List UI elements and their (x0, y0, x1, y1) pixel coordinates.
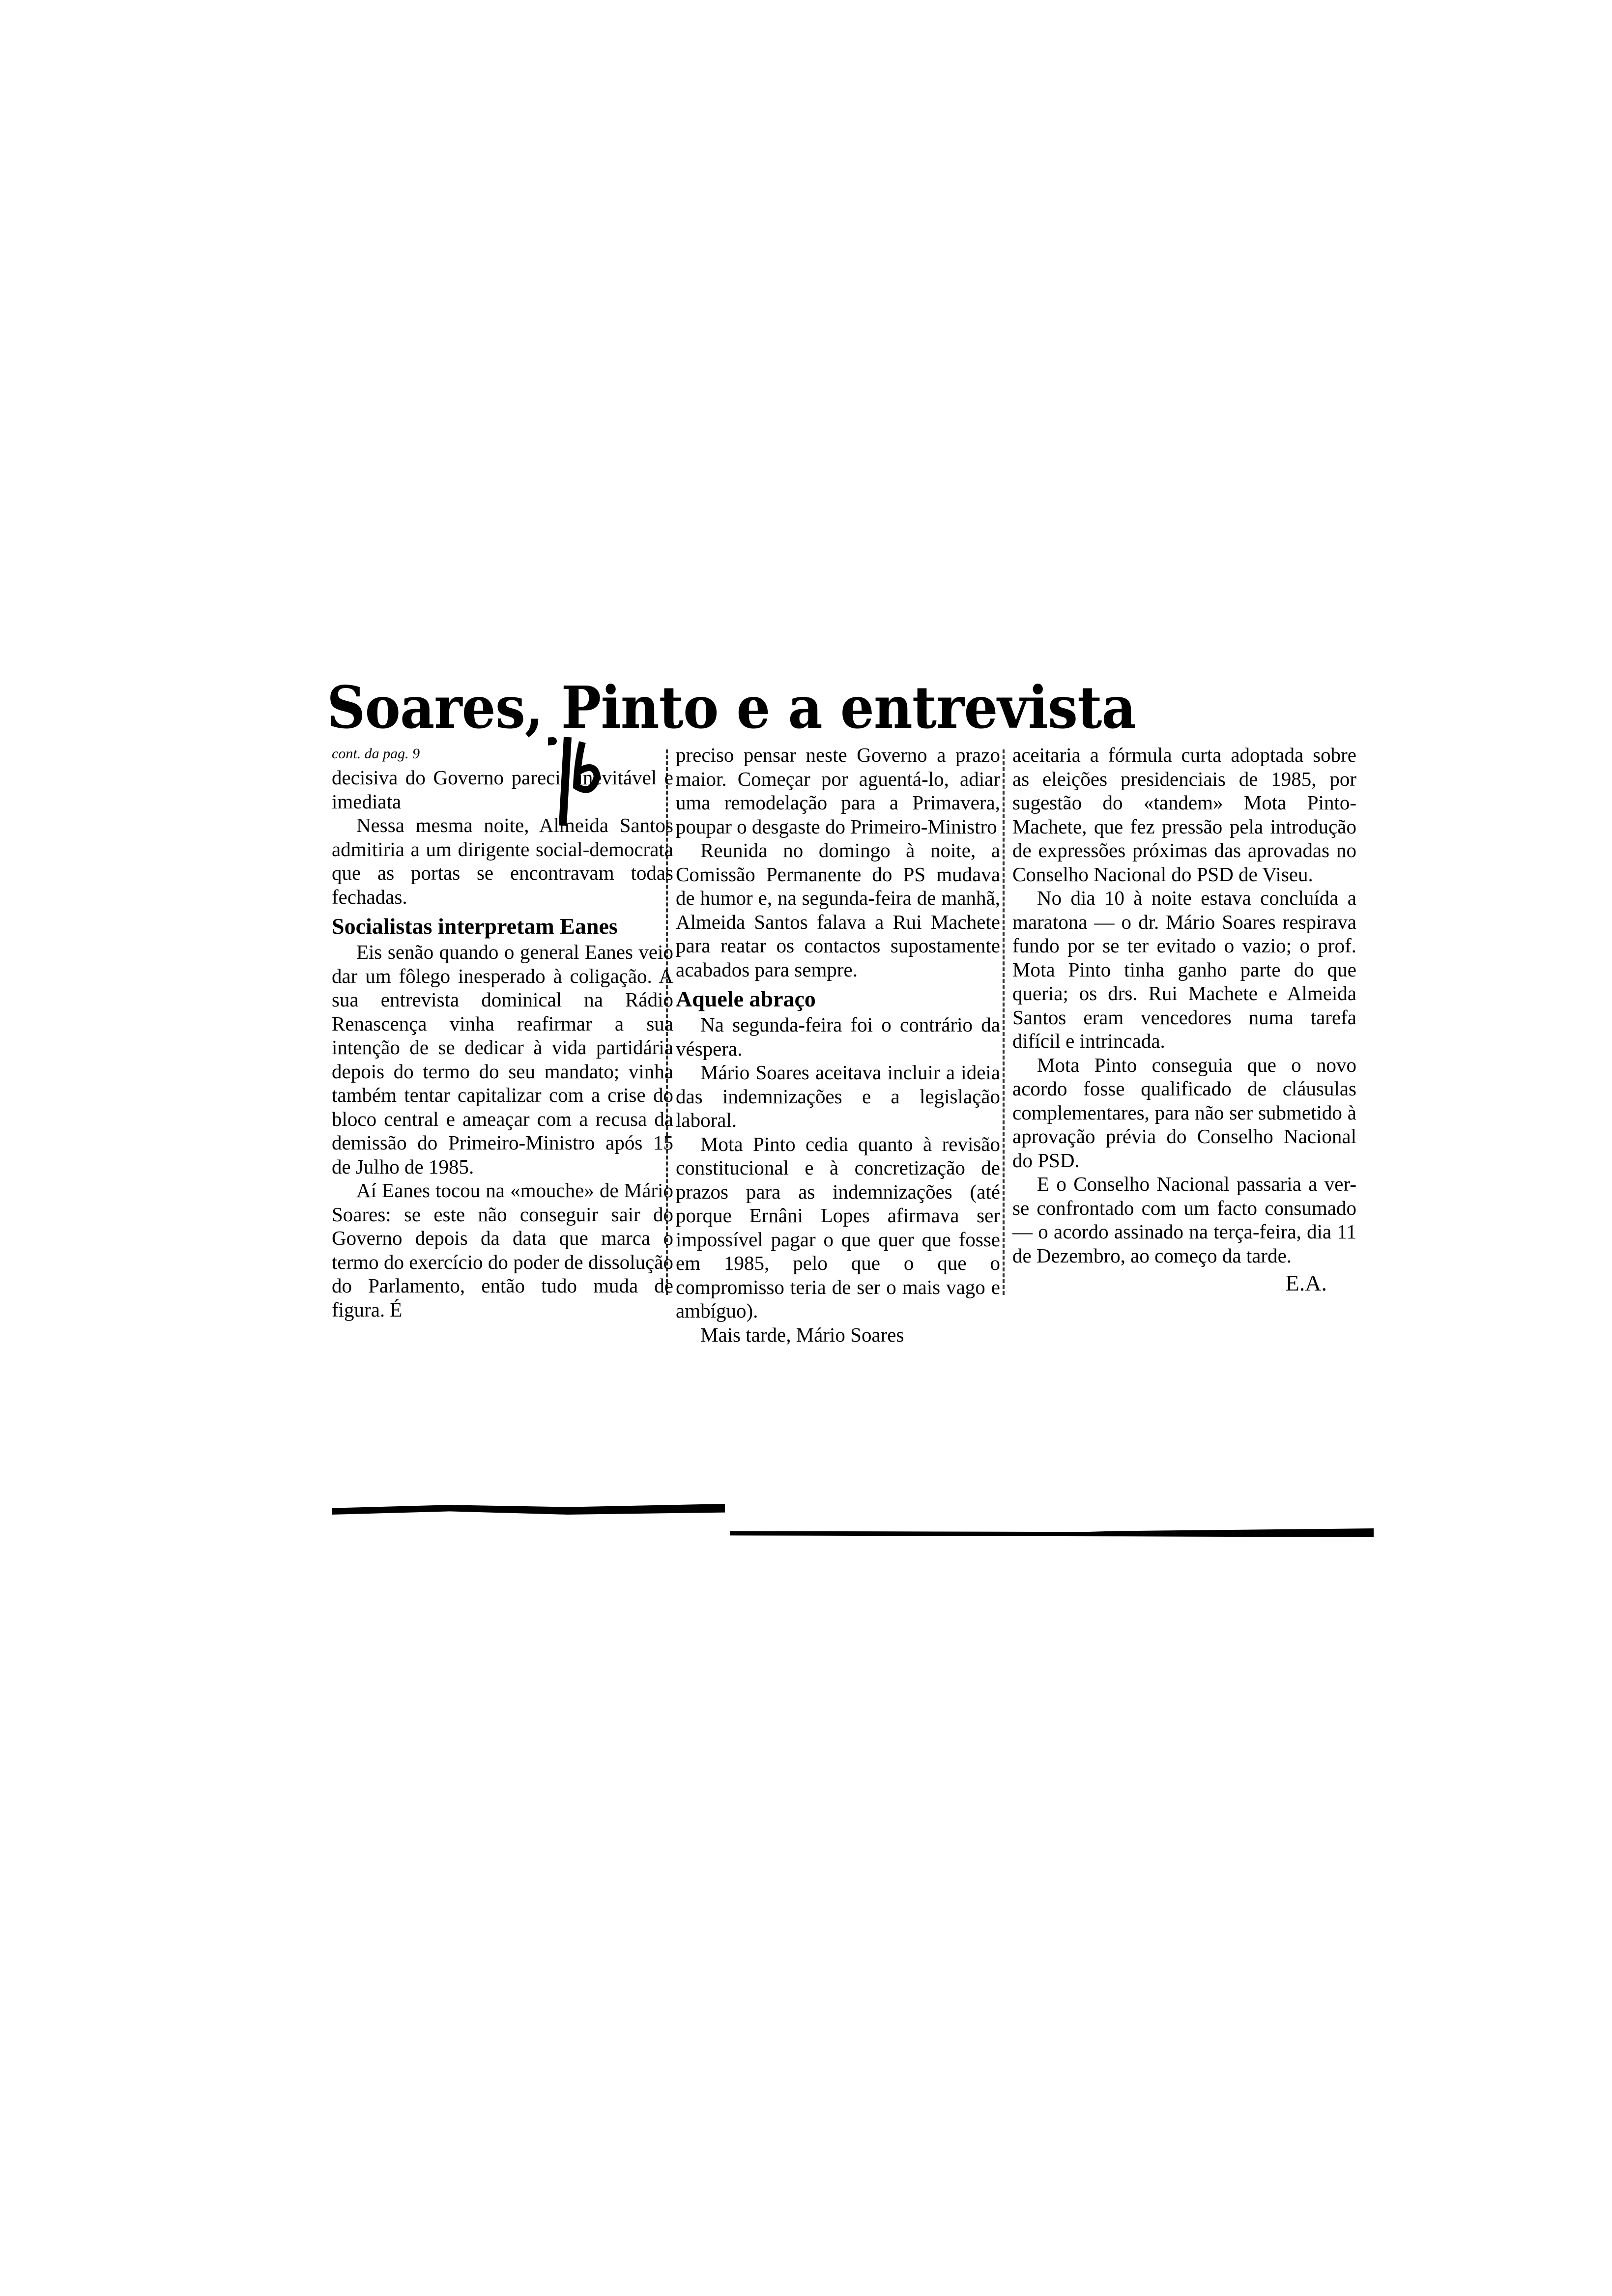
paragraph: Reunida no domingo à noite, a Comissão Permanente do PS mudava de humor e, na segunda-feira de manhã, Almeida Santos falava a Rui Machete para reatar os contactos supostamente acabados para sempre. (676, 839, 1000, 981)
column-divider (1003, 749, 1005, 1295)
paragraph: No dia 10 à noite estava concluída a maratona — o dr. Mário Soares respirava fundo por se ter evitado o vazio; o prof. Mota Pinto tinha ganho parte do que queria; os drs. Rui Machete e Almeida Santos eram vencedores numa tarefa difícil e intrincada. (1012, 887, 1356, 1052)
paragraph: Mota Pinto conseguia que o novo acordo fosse qualificado de cláusulas complementares, para não ser submetido à aprovação prévia do Conselho Nacional do PSD. (1012, 1053, 1356, 1172)
paragraph: decisiva do Governo parecia inevitável e imediata (332, 766, 673, 813)
paragraph: Aí Eanes tocou na «mouche» de Mário Soares: se este não conseguir sair do Governo depois da data que marca o termo do exercício do poder de dissolução do Parlamento, então tudo muda de figura. É (332, 1179, 673, 1321)
paragraph: aceitaria a fórmula curta adoptada sobre as eleições presidenciais de 1985, por sugestão do «tandem» Mota Pinto-Machete, que fez pressão pela introdução de expressões próximas das aprovadas no Conselho Nacional do PSD de Viseu. (1012, 744, 1356, 886)
paragraph: Mário Soares aceitava incluir a ideia das indemnizações e a legislação laboral. (676, 1061, 1000, 1131)
paragraph: Mota Pinto cedia quanto à revisão constitucional e à concretização de prazos para as indemnizações (até porque Ernâni Lopes afirmava ser impossível pagar o que quer que fosse em 1985, pelo que o que o compromisso teria de ser o mais vago e ambíguo). (676, 1132, 1000, 1322)
subheading: Socialistas interpretam Eanes (332, 914, 618, 939)
newspaper-clipping (322, 654, 1376, 1587)
paragraph: Na segunda-feira foi o contrário da véspera. (676, 1013, 1000, 1060)
paragraph: preciso pensar neste Governo a prazo maior. Começar por aguentá-lo, adiar uma remodelação para a Primavera, poupar o desgaste do Primeiro-Ministro (676, 744, 1000, 838)
continuation-note: cont. da pag. 9 (332, 746, 420, 762)
bottom-rule (730, 1528, 1374, 1537)
paragraph: Nessa mesma noite, Almeida Santos admitiria a um dirigente social-democrata que as portas se encontravam todas fechadas. (332, 814, 673, 908)
paragraph: E o Conselho Nacional passaria a ver-se confrontado com um facto consumado — o acordo assinado na terça-feira, dia 11 de Dezembro, ao começo da tarde. (1012, 1173, 1356, 1267)
paragraph: Mais tarde, Mário Soares (700, 1323, 904, 1346)
headline: Soares, Pinto e a entrevista (327, 673, 1136, 742)
article-column-2 (676, 743, 1000, 1347)
paragraph: Eis senão quando o general Eanes veio dar um fôlego inesperado à coligação. A sua entrevista dominical na Rádio Renascença vinha reafirmar a sua intenção de se dedicar à vida partidária depois do termo do seu mandato; vinha também tentar capitalizar com a crise do bloco central e ameaçar com a recusa da demissão do Primeiro-Ministro após 15 de Julho de 1985. (332, 941, 673, 1178)
subheading: Aquele abraço (676, 986, 816, 1011)
article-column-3 (1012, 743, 1356, 1295)
scan-smear (332, 1504, 725, 1515)
author-signature: E.A. (1285, 1270, 1327, 1295)
article-column-1 (332, 742, 673, 1321)
